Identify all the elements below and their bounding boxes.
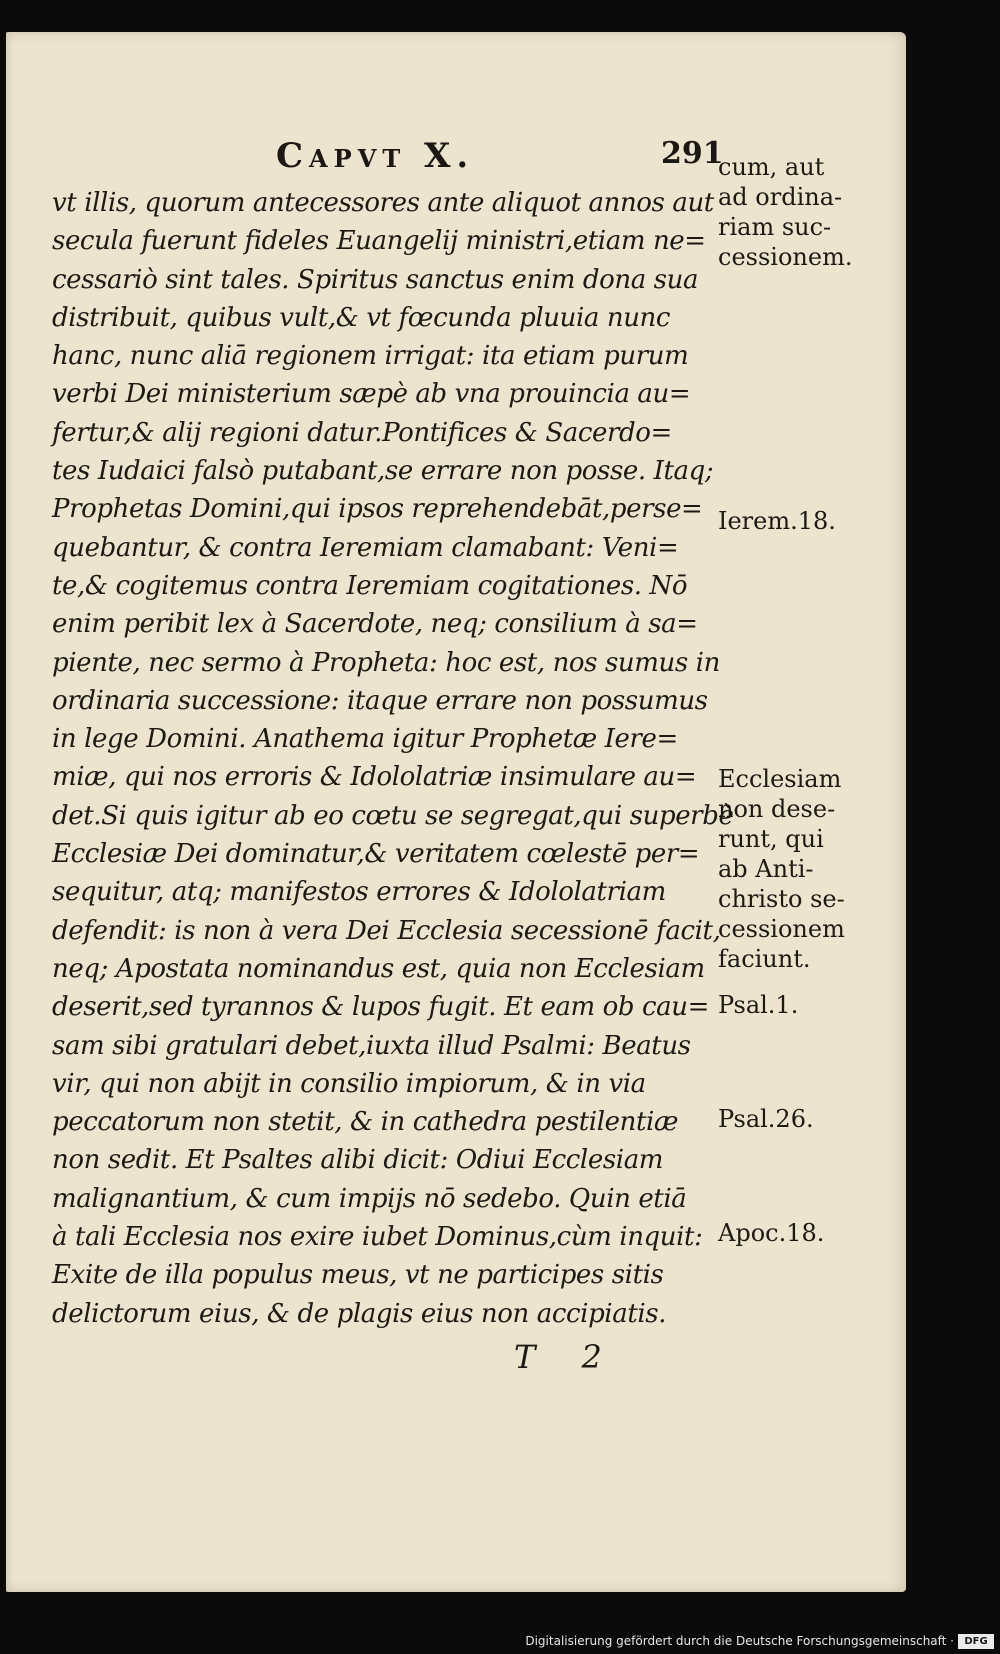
- main-text-block: [52, 184, 734, 1333]
- marginal-line: ad ordina-: [718, 183, 843, 211]
- text-line: enim peribit lex à Sacerdote, neq; consilium à sa=: [52, 609, 698, 640]
- text-line: Exite de illa populus meus, vt ne participes sitis: [52, 1260, 664, 1291]
- text-line: in lege Domini. Anathema igitur Prophetæ Iere=: [52, 724, 678, 755]
- text-line: à tali Ecclesia nos exire iubet Dominus,cùm inquit:: [52, 1222, 703, 1253]
- marginal-note-jeremiah: [718, 506, 868, 536]
- marginal-line: christo se-: [718, 885, 845, 913]
- text-line: defendit: is non à vera Dei Ecclesia secessionē facit,: [52, 915, 721, 946]
- marginal-note-succession: [718, 152, 868, 272]
- marginal-line: cessionem: [718, 915, 845, 943]
- text-line: det.Si quis igitur ab eo cœtu se segregat,qui superbè: [52, 800, 734, 831]
- marginal-line: Psal.1.: [718, 991, 799, 1019]
- text-line: deserit,sed tyrannos & lupos fugit. Et eam ob cau=: [52, 992, 710, 1023]
- text-line: non sedit. Et Psaltes alibi dicit: Odiui Ecclesiam: [52, 1145, 664, 1176]
- marginal-note-psalm-1: [718, 990, 868, 1020]
- marginal-line: Ierem.18.: [718, 507, 836, 535]
- text-line: cessariò sint tales. Spiritus sanctus enim dona sua: [52, 264, 699, 295]
- text-line: Prophetas Domini,qui ipsos reprehendebāt,perse=: [52, 494, 703, 525]
- text-line: te,& cogitemus contra Ieremiam cogitationes. Nō: [52, 570, 688, 601]
- text-line: piente, nec sermo à Propheta: hoc est, nos sumus in: [52, 647, 720, 678]
- text-line: distribuit, quibus vult,& vt fœcunda pluuia nunc: [52, 302, 671, 333]
- signature-mark: T 2: [514, 1338, 620, 1376]
- text-line: vir, qui non abijt in consilio impiorum, & in via: [52, 1068, 646, 1099]
- text-line: neq; Apostata nominandus est, quia non Ecclesiam: [52, 953, 705, 984]
- text-line: vt illis, quorum antecessores ante aliquot annos aut: [52, 188, 714, 218]
- marginal-line: Ecclesiam: [718, 765, 842, 793]
- marginal-note-psalm-26: [718, 1104, 868, 1134]
- marginal-line: riam suc-: [718, 213, 832, 241]
- marginal-line: ab Anti-: [718, 855, 814, 883]
- dfg-logo: DFG: [958, 1634, 994, 1649]
- marginal-note-apocalypse: [718, 1218, 868, 1248]
- text-line: miæ, qui nos erroris & Idololatriæ insimulare au=: [52, 762, 697, 793]
- text-line: verbi Dei ministerium sæpè ab vna prouincia au=: [52, 379, 691, 410]
- text-line: malignantium, & cum impijs nō sedebo. Quin etiā: [52, 1183, 687, 1214]
- text-line: secula fuerunt fideles Euangelij ministri,etiam ne=: [52, 226, 706, 257]
- marginal-line: runt, qui: [718, 825, 824, 853]
- text-line: sequitur, atq; manifestos errores & Idololatriam: [52, 877, 666, 908]
- text-line: tes Iudaici falsò putabant,se errare non posse. Itaq;: [52, 456, 714, 487]
- marginal-line: cessionem.: [718, 243, 853, 271]
- text-line: Ecclesiæ Dei dominatur,& veritatem cœlestē per=: [52, 839, 700, 870]
- text-line: ordinaria successione: itaque errare non possumus: [52, 685, 708, 716]
- text-line: quebantur, & contra Ieremiam clamabant: Veni=: [52, 532, 679, 563]
- text-line: delictorum eius, & de plagis eius non accipiatis.: [52, 1298, 667, 1329]
- text-line: hanc, nunc aliā regionem irrigat: ita etiam purum: [52, 341, 689, 372]
- marginal-line: Apoc.18.: [718, 1219, 825, 1247]
- text-line: peccatorum non stetit, & in cathedra pestilentiæ: [52, 1107, 678, 1138]
- book-page: [6, 32, 906, 1592]
- funding-credit: Digitalisierung gefördert durch die Deutsche Forschungsgemeinschaft ·: [525, 1634, 954, 1648]
- marginal-line: cum, aut: [718, 153, 825, 181]
- marginal-note-ecclesia: [718, 764, 868, 974]
- marginal-line: Psal.26.: [718, 1105, 814, 1133]
- marginal-line: non dese-: [718, 795, 836, 823]
- text-line: sam sibi gratulari debet,iuxta illud Psalmi: Beatus: [52, 1030, 691, 1061]
- text-line: fertur,& alij regioni datur.Pontifices & Sacerdo=: [52, 417, 672, 448]
- footer-bar: [525, 1628, 1000, 1654]
- marginal-line: faciunt.: [718, 945, 811, 973]
- page-number: 291: [661, 136, 724, 171]
- chapter-title: Capvt X.: [276, 136, 475, 176]
